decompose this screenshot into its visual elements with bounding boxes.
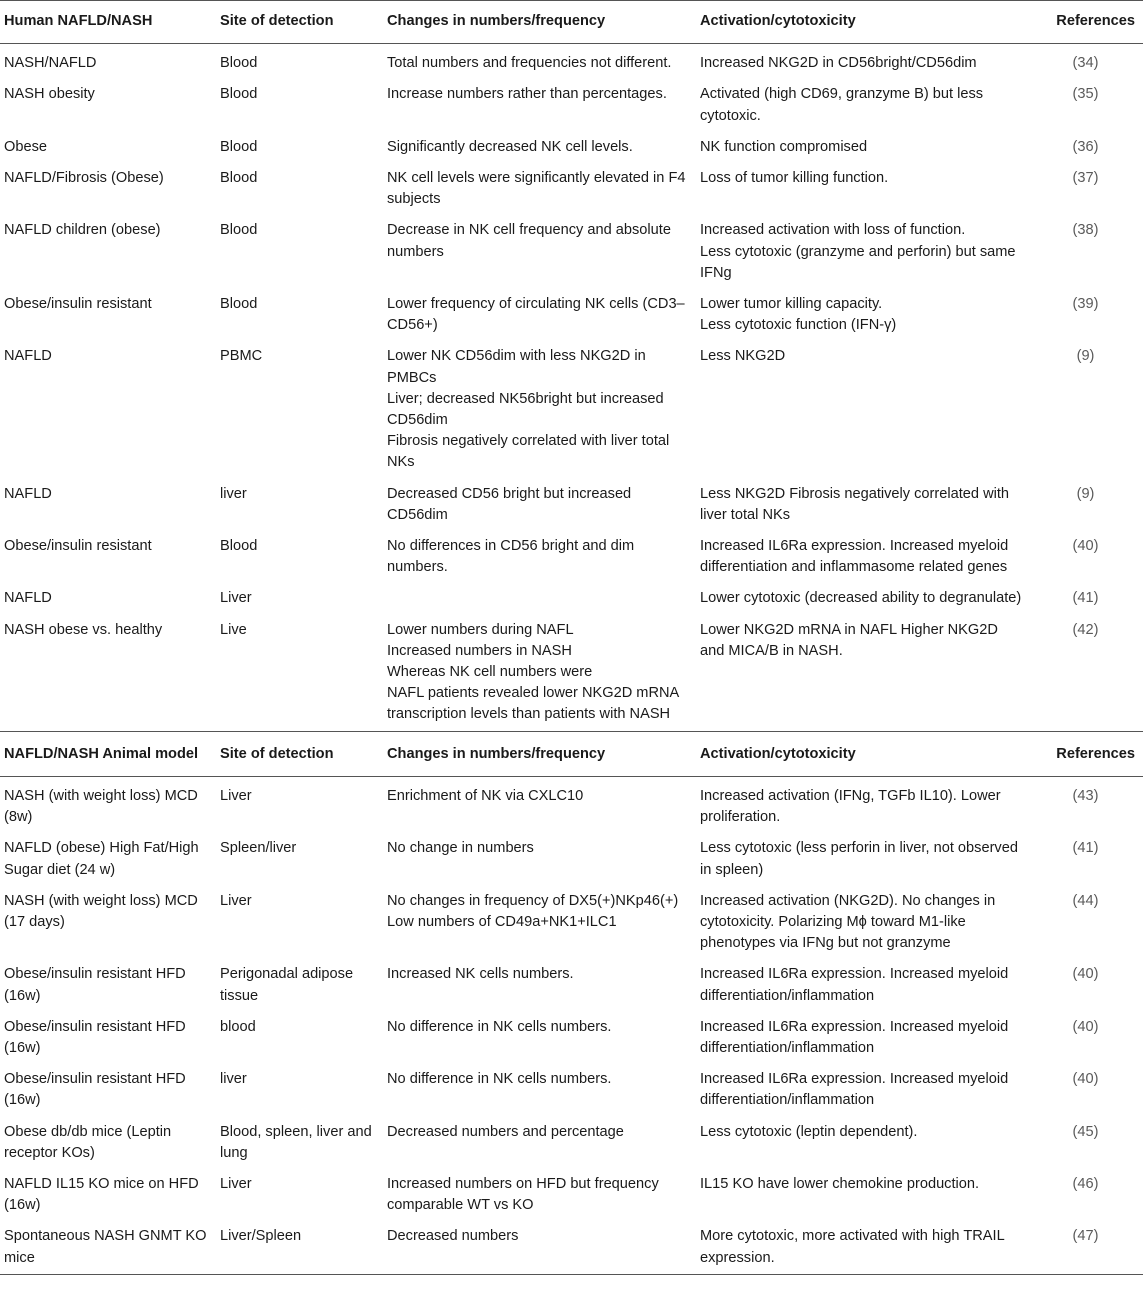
cell-changes: Increase numbers rather than percentages. [387, 86, 667, 103]
cell-model: NAFLD children (obese) [4, 222, 161, 239]
table-row [0, 44, 1143, 80]
table-row [0, 583, 1143, 614]
cell-activation: Increased IL6Ra expression. Increased myeloid differentiation/inflammation [700, 1018, 1009, 1056]
cell-site: Blood [220, 55, 258, 72]
cell-site: Spleen/liver [220, 840, 297, 857]
table-row [0, 833, 1143, 885]
cell-model: NAFLD [4, 590, 52, 607]
cell-activation: Less NKG2D Fibrosis negatively correlated with liver total NKs [700, 485, 1010, 523]
cell-reference [1028, 886, 1143, 960]
cell-site: Blood [220, 222, 258, 239]
animal-header-row [0, 731, 1143, 776]
table-row [0, 776, 1143, 833]
cell-reference [1028, 1117, 1143, 1169]
cell-activation: Activated (high CD69, granzyme B) but less cytotoxic. [700, 86, 984, 124]
table-row [0, 341, 1143, 478]
cell-activation: Lower NKG2D mRNA in NAFL Higher NKG2D and MICA/B in NASH. [700, 621, 998, 659]
reference-link[interactable]: (9) [1076, 348, 1095, 365]
cell-model: Obese/insulin resistant [4, 538, 152, 555]
cell-model: NASH obese vs. healthy [4, 621, 163, 638]
cell-model: NAFLD/Fibrosis (Obese) [4, 170, 164, 187]
cell-reference [1028, 132, 1143, 163]
cell-activation: Increased IL6Ra expression. Increased myeloid differentiation/inflammation [700, 966, 1009, 1004]
cell-activation: Increased activation with loss of function. Less cytotoxic (granzyme and perforin) but same IFNg [700, 222, 1016, 281]
cell-site: blood [220, 1018, 256, 1035]
animal-section [0, 731, 1143, 1274]
cell-activation: Loss of tumor killing function. [700, 170, 889, 187]
cell-model: NASH/NAFLD [4, 55, 97, 72]
cell-changes: Increased numbers on HFD but frequency comparable WT vs KO [387, 1175, 659, 1214]
cell-site: liver [220, 1071, 247, 1088]
cell-changes: Decreased numbers and percentage [387, 1123, 624, 1140]
cell-changes: Enrichment of NK via CXLC10 [387, 787, 584, 804]
reference-link[interactable]: (39) [1072, 296, 1099, 313]
reference-link[interactable]: (42) [1072, 621, 1099, 638]
header-model: Human NAFLD/NASH [4, 13, 153, 29]
cell-reference [1028, 531, 1143, 583]
table-row [0, 1012, 1143, 1064]
cell-activation: Lower tumor killing capacity. Less cytotoxic function (IFN-γ) [700, 296, 897, 334]
cell-reference [1028, 163, 1143, 215]
cell-activation: Lower cytotoxic (decreased ability to degranulate) [700, 590, 1022, 607]
cell-model: NAFLD [4, 485, 52, 502]
cell-changes: No differences in CD56 bright and dim numbers. [387, 538, 635, 576]
cell-model: NASH (with weight loss) MCD (8w) [4, 787, 198, 826]
table-row [0, 615, 1143, 732]
cell-site: Blood [220, 296, 258, 313]
cell-activation: Less cytotoxic (leptin dependent). [700, 1123, 918, 1140]
cell-site: Liver/Spleen [220, 1228, 302, 1245]
cell-reference [1028, 583, 1143, 614]
cell-changes: Lower NK CD56dim with less NKG2D in PMBCs Liver; decreased NK56bright but increased CD56dim Fibrosis negatively correlated with liver total NKs [387, 348, 670, 471]
cell-site: Blood [220, 170, 258, 187]
table-row [0, 1221, 1143, 1274]
cell-reference [1028, 341, 1143, 478]
reference-link[interactable]: (40) [1072, 1071, 1099, 1088]
cell-activation: Increased NKG2D in CD56bright/CD56dim [700, 55, 977, 72]
cell-reference [1028, 1064, 1143, 1116]
table-row [0, 1169, 1143, 1221]
cell-reference [1028, 215, 1143, 289]
cell-activation: Increased IL6Ra expression. Increased myeloid differentiation/inflammation [700, 1071, 1009, 1109]
table-row [0, 163, 1143, 215]
reference-link[interactable]: (38) [1072, 222, 1099, 239]
cell-reference [1028, 289, 1143, 341]
reference-link[interactable]: (9) [1076, 485, 1095, 502]
cell-site: Blood, spleen, liver and lung [220, 1123, 372, 1161]
header-site: Site of detection [220, 745, 334, 762]
cell-model: Obese [4, 138, 47, 155]
cell-site: Liver [220, 892, 252, 909]
cell-reference [1028, 1221, 1143, 1274]
cell-reference [1028, 833, 1143, 885]
cell-reference [1028, 79, 1143, 131]
reference-link[interactable]: (45) [1072, 1123, 1099, 1140]
human-section [0, 1, 1143, 732]
cell-reference [1028, 1012, 1143, 1064]
reference-link[interactable]: (43) [1072, 787, 1099, 804]
cell-activation: More cytotoxic, more activated with high TRAIL expression. [700, 1228, 1005, 1266]
cell-activation: Less NKG2D [700, 348, 786, 365]
cell-changes: No change in numbers [387, 840, 534, 857]
header-site: Site of detection [220, 13, 334, 29]
cell-reference [1028, 959, 1143, 1011]
cell-model: NASH (with weight loss) MCD (17 days) [4, 892, 198, 930]
cell-activation: Less cytotoxic (less perforin in liver, not observed in spleen) [700, 840, 1018, 878]
cell-site: liver [220, 485, 247, 502]
cell-model: Obese/insulin resistant [4, 296, 152, 313]
cell-site: Blood [220, 138, 258, 155]
cell-site: Blood [220, 86, 258, 103]
cell-reference [1028, 1169, 1143, 1221]
reference-link[interactable]: (40) [1072, 1018, 1099, 1035]
cell-site: Perigonadal adipose tissue [220, 966, 354, 1004]
cell-changes: No changes in frequency of DX5(+)NKp46(+) Low numbers of CD49a+NK1+ILC1 [387, 892, 679, 930]
reference-link[interactable]: (46) [1072, 1175, 1099, 1192]
cell-site: Liver [220, 590, 252, 607]
table-row [0, 479, 1143, 531]
cell-model: Obese/insulin resistant HFD (16w) [4, 966, 186, 1004]
header-model: NAFLD/NASH Animal model [4, 745, 199, 762]
table-row [0, 132, 1143, 163]
cell-site: Blood [220, 538, 258, 555]
cell-reference [1028, 479, 1143, 531]
table-row [0, 79, 1143, 131]
reference-link[interactable]: (34) [1072, 55, 1099, 72]
cell-changes: Decreased numbers [387, 1228, 519, 1245]
cell-changes: Lower frequency of circulating NK cells (CD3–CD56+) [387, 296, 685, 334]
reference-link[interactable]: (44) [1072, 892, 1099, 909]
reference-link[interactable]: (40) [1072, 538, 1099, 555]
table-row [0, 1117, 1143, 1169]
cell-activation: Increased activation (IFNg, TGFb IL10). Lower proliferation. [700, 787, 1001, 826]
cell-changes: Significantly decreased NK cell levels. [387, 138, 633, 155]
cell-changes: No difference in NK cells numbers. [387, 1018, 612, 1035]
reference-link[interactable]: (35) [1072, 86, 1099, 103]
cell-activation: Increased IL6Ra expression. Increased myeloid differentiation and inflammasome related genes [700, 538, 1009, 576]
reference-link[interactable]: (40) [1072, 966, 1099, 983]
reference-link[interactable]: (36) [1072, 138, 1099, 155]
cell-changes: Decreased CD56 bright but increased CD56dim [387, 485, 632, 523]
reference-link[interactable]: (47) [1072, 1228, 1099, 1245]
cell-model: NAFLD [4, 348, 52, 365]
cell-changes: Lower numbers during NAFL Increased numbers in NASH Whereas NK cell numbers were NAFL patients revealed lower NKG2D mRNA transcription levels than patients with NASH [387, 621, 679, 723]
cell-model: NAFLD (obese) High Fat/High Sugar diet (24 w) [4, 840, 199, 878]
cell-changes: NK cell levels were significantly elevated in F4 subjects [387, 170, 686, 208]
table-row [0, 886, 1143, 960]
human-header-row [0, 1, 1143, 44]
header-changes: Changes in numbers/frequency [387, 745, 606, 762]
cell-model: Obese/insulin resistant HFD (16w) [4, 1071, 186, 1109]
cell-model: NASH obesity [4, 86, 95, 103]
cell-activation: Increased activation (NKG2D). No changes in cytotoxicity. Polarizing Mϕ toward M1-like phenotypes via IFNg but not granzyme [700, 892, 996, 952]
header-changes: Changes in numbers/frequency [387, 13, 606, 29]
table-row [0, 1064, 1143, 1116]
cell-site: Liver [220, 1175, 252, 1192]
cell-site: PBMC [220, 348, 263, 365]
cell-model: NAFLD IL15 KO mice on HFD (16w) [4, 1175, 199, 1214]
cell-reference [1028, 615, 1143, 732]
cell-site: Live [220, 621, 247, 638]
header-references: References [1056, 13, 1135, 29]
cell-model: Obese/insulin resistant HFD (16w) [4, 1018, 186, 1056]
header-activation: Activation/cytotoxicity [700, 13, 856, 29]
header-activation: Activation/cytotoxicity [700, 745, 856, 762]
cell-activation: IL15 KO have lower chemokine production. [700, 1175, 980, 1192]
cell-model: Spontaneous NASH GNMT KO mice [4, 1228, 207, 1266]
cell-changes: Total numbers and frequencies not different. [387, 55, 672, 72]
cell-changes: No difference in NK cells numbers. [387, 1071, 612, 1088]
cell-reference [1028, 776, 1143, 833]
table-row [0, 289, 1143, 341]
reference-link[interactable]: (41) [1072, 590, 1099, 607]
cell-activation: NK function compromised [700, 138, 868, 155]
cell-model: Obese db/db mice (Leptin receptor KOs) [4, 1123, 172, 1161]
table-row [0, 959, 1143, 1011]
table-row [0, 215, 1143, 289]
cell-changes [383, 583, 696, 614]
table-row [0, 531, 1143, 583]
cell-changes: Decrease in NK cell frequency and absolute numbers [387, 222, 671, 260]
cell-changes: Increased NK cells numbers. [387, 966, 574, 983]
reference-link[interactable]: (37) [1072, 170, 1099, 187]
cell-site: Liver [220, 787, 252, 804]
reference-link[interactable]: (41) [1072, 840, 1099, 857]
cell-reference [1028, 44, 1143, 80]
header-references: References [1056, 745, 1135, 762]
